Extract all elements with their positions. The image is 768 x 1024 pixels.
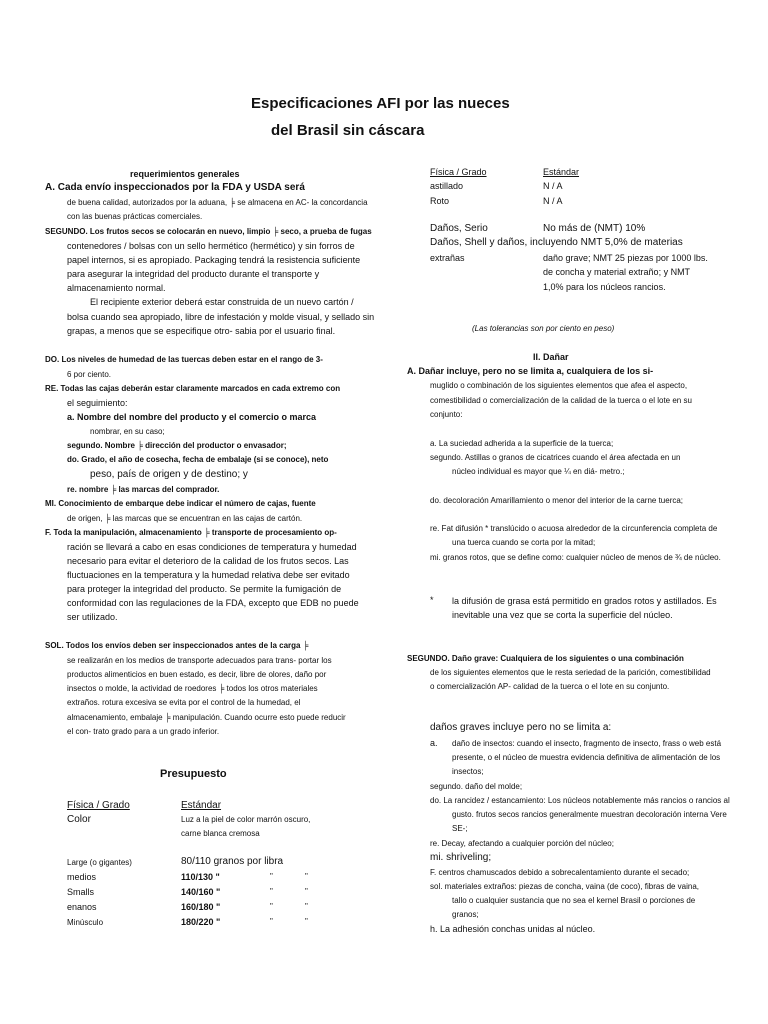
spec-label: Daños, Shell y daños, incluyendo NMT 5,0% de materias bbox=[430, 237, 683, 248]
section-re-item-re: re. nombre ╞ las marcas del comprador. bbox=[67, 485, 220, 494]
serious-damage-item: tallo o cualquier sustancia que no sea el kernel Brasil o porciones de bbox=[452, 896, 696, 905]
table-header-fisica: Física / Grado bbox=[430, 167, 487, 177]
document-title: Especificaciones AFI por las nueces bbox=[251, 95, 510, 112]
section-a-text: de buena calidad, autorizados por la aduana, ╞ se almacena en AC- la concordancia bbox=[67, 198, 368, 207]
serious-damage-item: daño de insectos: cuando el insecto, fragmento de insecto, frass o web está bbox=[452, 739, 722, 748]
ditto-mark: " bbox=[270, 887, 273, 896]
damage-a-text: comestibilidad o comercialización de la calidad de la tuerca o el lote en su bbox=[430, 396, 692, 405]
section-mi-heading: MI. Conocimiento de embarque debe indicar el número de cajas, fuente bbox=[45, 499, 316, 508]
serious-damage-item: re. Decay, afectando a cualquier porción del núcleo; bbox=[430, 839, 614, 848]
serious-damage-heading: SEGUNDO. Daño grave: Cualquiera de los siguientes o una combinación bbox=[407, 654, 684, 663]
presupuesto-heading: Presupuesto bbox=[160, 768, 227, 780]
size-value: 80/110 granos por libra bbox=[181, 856, 284, 867]
serious-damage-item: F. centros chamuscados debido a sobrecalentamiento durante el secado; bbox=[430, 868, 690, 877]
damage-a-item: núcleo individual es mayor que ¼ en diá- metro.; bbox=[452, 467, 625, 476]
section-sol-heading: SOL. Todos los envíos deben ser inspeccionados antes de la carga ╞ bbox=[45, 641, 309, 650]
spec-value: 1,0% para los núcleos rancios. bbox=[543, 282, 666, 292]
ditto-mark: " bbox=[270, 902, 273, 911]
damage-a-item: segundo. Astillas o granos de cicatrices cuando el área afectada en un bbox=[430, 453, 681, 462]
size-label: medios bbox=[67, 872, 97, 882]
footnote-marker: * bbox=[430, 595, 434, 605]
spec-label: astillado bbox=[430, 181, 464, 191]
footnote-text: la difusión de grasa está permitido en grados rotos y astillados. Es bbox=[452, 596, 717, 606]
table-header-estandar: Estándar bbox=[543, 167, 580, 177]
section-a-heading: A. Cada envío inspeccionados por la FDA y USDA será bbox=[45, 182, 305, 193]
spec-value: N / A bbox=[543, 196, 563, 206]
size-value: 110/130 " bbox=[181, 872, 220, 882]
serious-damage-item: mi. shriveling; bbox=[430, 852, 492, 863]
serious-damage-item: do. La rancidez / estancamiento: Los núcleos notablemente más rancios o rancios al bbox=[430, 796, 730, 805]
damage-a-heading: A. Dañar incluye, pero no se limita a, cualquiera de los si- bbox=[407, 366, 654, 376]
color-value: Luz a la piel de color marrón oscuro, bbox=[181, 815, 311, 824]
section-segundo-text: contenedores / bolsas con un sello hermético (hermético) y sin forros de bbox=[67, 241, 355, 251]
serious-damage-text: o comercialización AP- calidad de la tuerca o el lote en su conjunto. bbox=[430, 682, 670, 691]
section-f-heading: F. Toda la manipulación, almacenamiento ╞ transporte de procesamiento op- bbox=[45, 528, 337, 537]
list-marker: a. bbox=[430, 738, 438, 748]
spec-value: de concha y material extraño; y NMT bbox=[543, 267, 691, 277]
size-label: enanos bbox=[67, 902, 97, 912]
section-sol-text: el con- trato grado para a un grado inferior. bbox=[67, 727, 220, 736]
section-segundo-text: papel internos, si es apropiado. Packaging tendrá la resistencia suficiente bbox=[67, 255, 361, 265]
section-re-item-a: nombrar, en su caso; bbox=[90, 427, 165, 436]
spec-value: N / A bbox=[543, 181, 563, 191]
serious-damage-item: h. La adhesión conchas unidas al núcleo. bbox=[430, 924, 596, 934]
damage-a-item: re. Fat difusión * translúcido o acuosa alrededor de la circunferencia completa de bbox=[430, 524, 718, 533]
color-label: Color bbox=[67, 814, 91, 825]
section-re-item-do: do. Grado, el año de cosecha, fecha de embalaje (si se conoce), neto bbox=[67, 455, 329, 464]
ditto-mark: " bbox=[305, 872, 308, 881]
damage-a-text: muglido o combinación de los siguientes elementos que afea el aspecto, bbox=[430, 381, 688, 390]
size-label: Minúsculo bbox=[67, 918, 104, 927]
serious-damage-item: presente, o el núcleo de muestra evidencia definitiva de alimentación de los bbox=[452, 753, 721, 762]
footnote-text: inevitable una vez que se corta la superficie del núcleo. bbox=[452, 610, 673, 620]
color-value: carne blanca cremosa bbox=[181, 829, 260, 838]
table-header-estandar: Estándar bbox=[181, 800, 222, 811]
section-segundo-text: para asegurar la integridad del producto durante el transporte y bbox=[67, 269, 320, 279]
damage-a-item: a. La suciedad adherida a la superficie de la tuerca; bbox=[430, 439, 614, 448]
section-f-text: necesario para evitar el deterioro de la calidad de los frutos secos. Las bbox=[67, 556, 349, 566]
spec-label: Daños, Serio bbox=[430, 223, 488, 234]
section-ii-heading: II. Dañar bbox=[533, 352, 569, 362]
section-segundo-text: grapas, a menos que se especifique otro- sabia por el usuario final. bbox=[67, 326, 336, 336]
section-f-text: ser utilizado. bbox=[67, 612, 118, 622]
section-segundo-text: El recipiente exterior deberá estar construida de un nuevo cartón / bbox=[90, 297, 354, 307]
section-re-item-do: peso, país de origen y de destino; y bbox=[90, 469, 248, 480]
size-label: Smalls bbox=[67, 887, 95, 897]
section-segundo-text: almacenamiento normal. bbox=[67, 283, 166, 293]
size-label: Large (o gigantes) bbox=[67, 858, 132, 867]
section-re-text: el seguimiento: bbox=[67, 398, 128, 408]
section-sol-text: insectos o molde, la actividad de roedores ╞ todos los otros materiales bbox=[67, 684, 318, 693]
serious-damage-item: gusto. frutos secos rancios generalmente muestran decoloración interna Vere bbox=[452, 810, 727, 819]
section-f-text: conformidad con las regulaciones de la FDA, excepto que EDB no puede bbox=[67, 598, 359, 608]
section-re-heading: RE. Todas las cajas deberán estar claramente marcados en cada extremo con bbox=[45, 384, 341, 393]
section-f-text: fluctuaciones en la temperatura y la humedad relativa debe ser evitado bbox=[67, 570, 350, 580]
size-value: 160/180 " bbox=[181, 902, 221, 912]
section-f-text: para proteger la integridad del producto. Se permite la fumigación de bbox=[67, 584, 342, 594]
section-segundo-text: bolsa cuando sea apropiado, libre de infestación y molde visual, y sellado sin bbox=[67, 312, 375, 322]
serious-damage-item: segundo. daño del molde; bbox=[430, 782, 523, 791]
section-f-text: ración se llevará a cabo en esas condiciones de temperatura y humedad bbox=[67, 542, 357, 552]
damage-a-item: do. decoloración Amarillamiento o menor del interior de la carne tuerca; bbox=[430, 496, 684, 505]
size-value: 180/220 " bbox=[181, 917, 221, 927]
section-a-text: con las buenas prácticas comerciales. bbox=[67, 212, 203, 221]
section-sol-text: se realizarán en los medios de transporte adecuados para trans- portar los bbox=[67, 656, 332, 665]
section-sol-text: extraños. rotura excesiva se evita por el control de la humedad, el bbox=[67, 698, 301, 707]
section-do-text: 6 por ciento. bbox=[67, 370, 112, 379]
ditto-mark: " bbox=[270, 917, 273, 926]
section-mi-text: de origen, ╞ las marcas que se encuentran en las cajas de cartón. bbox=[67, 514, 303, 523]
damage-a-item: una tuerca cuando se corta por la mitad; bbox=[452, 538, 596, 547]
serious-damage-list-heading: daños graves incluye pero no se limita a: bbox=[430, 722, 612, 733]
table-header-fisica: Física / Grado bbox=[67, 800, 130, 811]
tolerances-note: (Las tolerancias son por ciento en peso) bbox=[472, 324, 615, 333]
serious-damage-item: insectos; bbox=[452, 767, 484, 776]
section-re-item-a: a. Nombre del nombre del producto y el comercio o marca bbox=[67, 412, 317, 422]
ditto-mark: " bbox=[270, 872, 273, 881]
document-title-line2: del Brasil sin cáscara bbox=[271, 122, 425, 139]
spec-value: daño grave; NMT 25 piezas por 1000 lbs. bbox=[543, 253, 708, 263]
serious-damage-item: sol. materiales extraños: piezas de concha, vaina (de coco), fibras de vaina, bbox=[430, 882, 700, 891]
damage-a-item: mi. granos rotos, que se define como: cualquier núcleo de menos de ¾ de núcleo. bbox=[430, 553, 721, 562]
ditto-mark: " bbox=[305, 917, 308, 926]
spec-label: Roto bbox=[430, 196, 450, 206]
serious-damage-item: SE-; bbox=[452, 824, 468, 833]
section-re-item-segundo: segundo. Nombre ╞ dirección del productor o envasador; bbox=[67, 441, 287, 450]
serious-damage-item: granos; bbox=[452, 910, 479, 919]
ditto-mark: " bbox=[305, 887, 308, 896]
ditto-mark: " bbox=[305, 902, 308, 911]
spec-label: extrañas bbox=[430, 253, 465, 263]
section-do-heading: DO. Los niveles de humedad de las tuercas deben estar en el rango de 3- bbox=[45, 355, 323, 364]
spec-value: No más de (NMT) 10% bbox=[543, 223, 646, 234]
section-segundo-heading: SEGUNDO. Los frutos secos se colocarán en nuevo, limpio ╞ seco, a prueba de fugas bbox=[45, 227, 372, 236]
section-sol-text: productos alimenticios en buen estado, es decir, libre de olores, daño por bbox=[67, 670, 327, 679]
size-value: 140/160 " bbox=[181, 887, 221, 897]
section-sol-text: almacenamiento, embalaje ╞ manipulación. Cuando ocurre esto puede reducir bbox=[67, 713, 346, 722]
requirements-heading: requerimientos generales bbox=[130, 169, 240, 179]
serious-damage-text: de los siguientes elementos que le resta seriedad de la parición, comestibilidad bbox=[430, 668, 711, 677]
damage-a-text: conjunto: bbox=[430, 410, 463, 419]
